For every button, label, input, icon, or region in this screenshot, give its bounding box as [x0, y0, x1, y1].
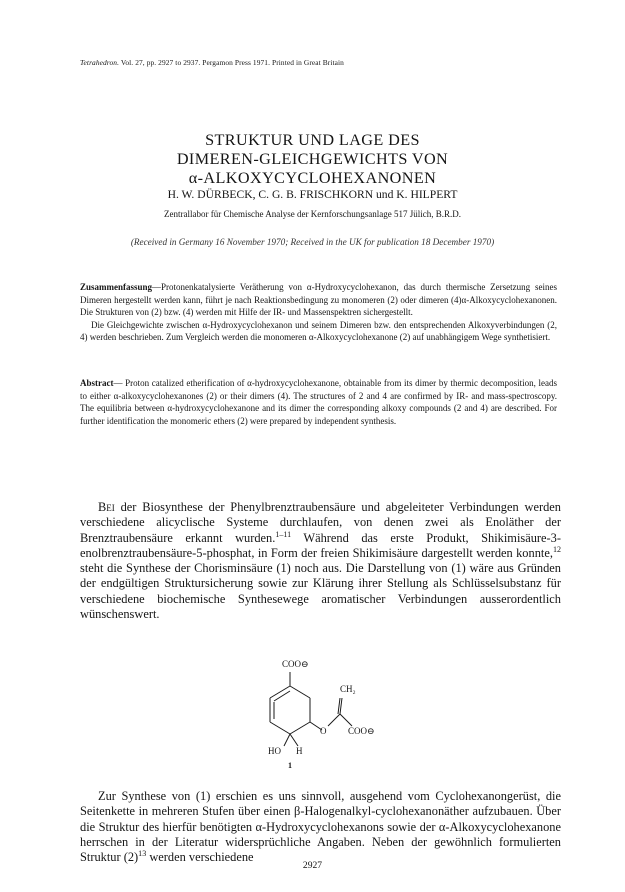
paragraph-2-text-b: werden verschiedene: [146, 850, 254, 865]
ch2-label: CH₂: [340, 684, 356, 694]
paragraph-1-text-c: steht die Synthese der Chorisminsäure (1) noch aus. Die Darstellung von (1) wäre aus Gründen der endgültigen Struktursicherung sowie zur Klärung ihrer Stellung als Schlüsselsubstanz für verschiedene biochemische Synthesewege aromatischer Verbindungen ausserordentlich wünschenswert.: [80, 561, 561, 622]
zusammenfassung-text-1: —Protonenkatalysierte Verätherung von α-Hydroxycyclohexanon, das durch thermische Zersetzung seines Dimeren hergestellt werden kann, führt je nach Reaktionsbedingung zu monomeren (2) oder dimeren (4)α-Alkoxycyclohexanonen. Die Strukturen von (2) bzw. (4) werden mit Hilfe der IR- und Massenspektren sichergestellt.: [80, 282, 557, 318]
affiliation: Zentrallabor für Chemische Analyse der Kernforschungsanlage 517 Jülich, B.R.D.: [164, 209, 461, 219]
abstract: [80, 377, 557, 427]
zusammenfassung: [80, 281, 557, 344]
journal-citation: Vol. 27, pp. 2927 to 2937. Pergamon Press 1971. Printed in Great Britain: [120, 58, 344, 67]
carboxylate-side-label: COO⊖: [348, 726, 375, 736]
compound-number: 1: [288, 761, 292, 770]
reference-1-11: 1–11: [275, 529, 292, 539]
page-number: 2927: [302, 860, 323, 871]
zusammenfassung-text-2: Die Gleichgewichte zwischen α-Hydroxycyclohexanon und seinem Dimeren bzw. den entsprechenden Alkoxyverbindungen (2, 4) werden beschrieben. Zum Vergleich werden die monomeren α-Alkoxycyclohexanone (2) auf unabhängigem Wege synthetisiert.: [80, 319, 557, 343]
title-line-3: α-ALKOXYCYCLOHEXANONEN: [188, 169, 437, 187]
reference-12: 12: [552, 544, 561, 554]
chorismic-acid-structure: [260, 652, 380, 772]
title-line-1: STRUKTUR UND LAGE DES: [205, 131, 420, 149]
authors: H. W. DÜRBECK, C. G. B. FRISCHKORN und K. HILPERT: [167, 188, 458, 201]
journal-header: [80, 58, 344, 67]
reference-13: 13: [138, 849, 147, 859]
paragraph-2-text-a: Zur Synthese von (1) erschien es uns sinnvoll, ausgehend vom Cyclohexanongerüst, die Seitenkette in mehreren Stufen über einen β-Halogenalkyl-cyclohexanonäther aufzubauen. Über die Struktur des hierfür benötigten α-Hydroxycyclohexanons sowie der α-Alkoxycyclohexanone herrschen in der Literatur widersprüchliche Angaben. Neben der gewöhnlich formulierten Struktur (2): [80, 789, 561, 865]
journal-name: Tetrahedron.: [80, 58, 120, 67]
paragraph-1-lead: Bei: [98, 500, 115, 514]
abstract-text: — Proton catalized etherification of α-hydroxycyclohexanone, obtainable from its dimer by thermic decomposition, leads to either α-alkoxycyclohexanones (2) or their dimers (4). The structures of 2 and 4 are confirmed by IR- and mass-spectroscopy. The equilibria between α-hydroxycyclohexanone and its dimer the corresponding alkoxy compounds (2 and 4) are described. For further identification the monomeric ethers (2) were prepared by independent synthesis.: [80, 378, 557, 426]
ether-oxygen-label: O: [320, 726, 327, 736]
paragraph-2: [80, 789, 561, 865]
title-line-2: DIMEREN-GLEICHGEWICHTS VON: [176, 150, 449, 168]
hydrogen-label: H: [296, 746, 303, 756]
abstract-label: Abstract: [80, 378, 114, 388]
paragraph-1-text-b: Während das erste Produkt, Shikimisäure-3-enolbrenztraubensäure-5-phosphat, in Form der freien Shikimisäure dargestellt werden konnte,: [80, 530, 561, 560]
carboxylate-top-label: COO⊖: [282, 659, 309, 669]
hydroxyl-label: HO: [268, 746, 281, 756]
paragraph-1: [80, 500, 561, 622]
zusammenfassung-label: Zusammenfassung: [80, 282, 153, 292]
received-dates: (Received in Germany 16 November 1970; Received in the UK for publication 18 December 1970): [130, 237, 495, 247]
paragraph-1-text-a: der Biosynthese der Phenylbrenztraubensäure und abgeleiteter Verbindungen werden verschiedene alicyclische Systeme durchlaufen, von denen zwei als Enoläther der Brenztraubensäure erkannt wurden.: [80, 500, 561, 545]
